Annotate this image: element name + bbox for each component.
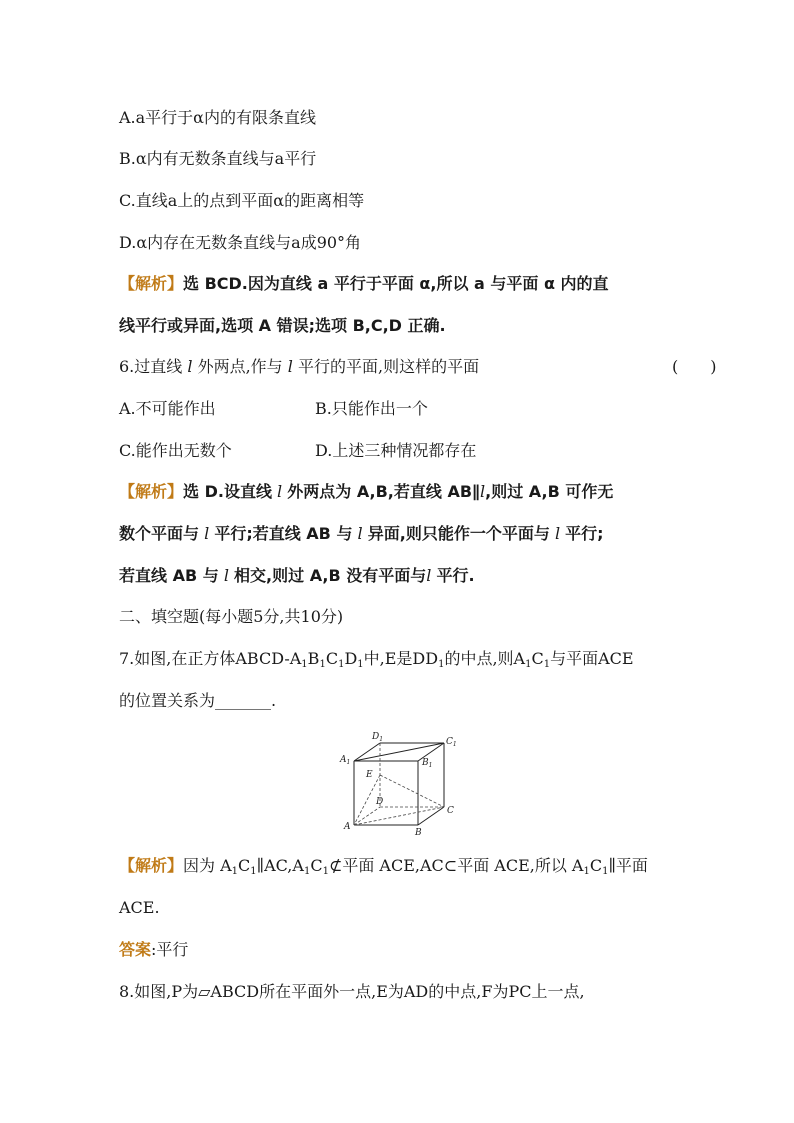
q5-solution-line1: 【解析】选 BCD.因为直线 a 平行于平面 α,所以 a 与平面 α 内的直 xyxy=(119,274,609,293)
q7-stem-line2: 的位置关系为_______. xyxy=(119,691,277,710)
q6-options-row2: C.能作出无数个 D.上述三种情况都存在 xyxy=(119,441,477,460)
svg-text:D1: $D_1$ xyxy=(372,732,384,743)
solution-label: 【解析】 xyxy=(119,274,184,293)
section-heading: 二、填空题(每小题5分,共10分) xyxy=(119,607,344,626)
q6-options-row1: A.不可能作出 B.只能作出一个 xyxy=(119,399,428,418)
svg-text:A1: $A_1$ xyxy=(340,755,351,766)
q5-option-c: C.直线a上的点到平面α的距离相等 xyxy=(119,191,365,210)
svg-text:A: A xyxy=(344,822,351,832)
svg-text:D: D xyxy=(376,797,384,807)
cube-figure xyxy=(336,728,464,838)
q6-solution-line1: 【解析】选 D.设直线 l 外两点为 A,B,若直线 AB∥l,则过 A,B 可作无 xyxy=(119,482,614,501)
q7-answer: 答案:平行 xyxy=(119,940,189,959)
svg-text:C: C xyxy=(447,806,454,816)
svg-text:B: B xyxy=(415,828,422,838)
q7-stem-line1: 7.如图,在正方体ABCD-$A_1B_1C_1D_1$中,E是$DD_1$的中点,则$A_1C_1$与平面ACE xyxy=(119,649,634,670)
q6-answer-paren: ( ) xyxy=(672,357,717,376)
svg-text:E: E xyxy=(366,770,373,780)
q5-solution-line2: 线平行或异面,选项 A 错误;选项 B,C,D 正确. xyxy=(119,316,446,335)
q5-option-a: A.a平行于α内的有限条直线 xyxy=(119,108,316,127)
q6-solution-line2: 数个平面与 l 平行;若直线 AB 与 l 异面,则只能作一个平面与 l 平行; xyxy=(119,524,604,543)
q6-solution-line3: 若直线 AB 与 l 相交,则过 A,B 没有平面与l 平行. xyxy=(119,566,475,585)
svg-text:B1: $B_1$ xyxy=(422,758,433,769)
q5-option-b: B.α内有无数条直线与a平行 xyxy=(119,149,317,168)
svg-text:C1: $C_1$ xyxy=(446,737,457,748)
q7-solution-line2: ACE. xyxy=(119,898,160,917)
q6-stem: 6.过直线 l 外两点,作与 l 平行的平面,则这样的平面 xyxy=(119,357,480,376)
q8-stem: 8.如图,P为▱ABCD所在平面外一点,E为AD的中点,F为PC上一点, xyxy=(119,982,585,1001)
q5-option-d: D.α内存在无数条直线与a成90°角 xyxy=(119,233,362,252)
q7-solution-line1: 【解析】因为 $A_1C_1\parallel AC,A_1C_1⊄$平面 ACE,AC⊂平面 ACE,所以 $A_1C_1\parallel$平面 xyxy=(119,856,648,877)
